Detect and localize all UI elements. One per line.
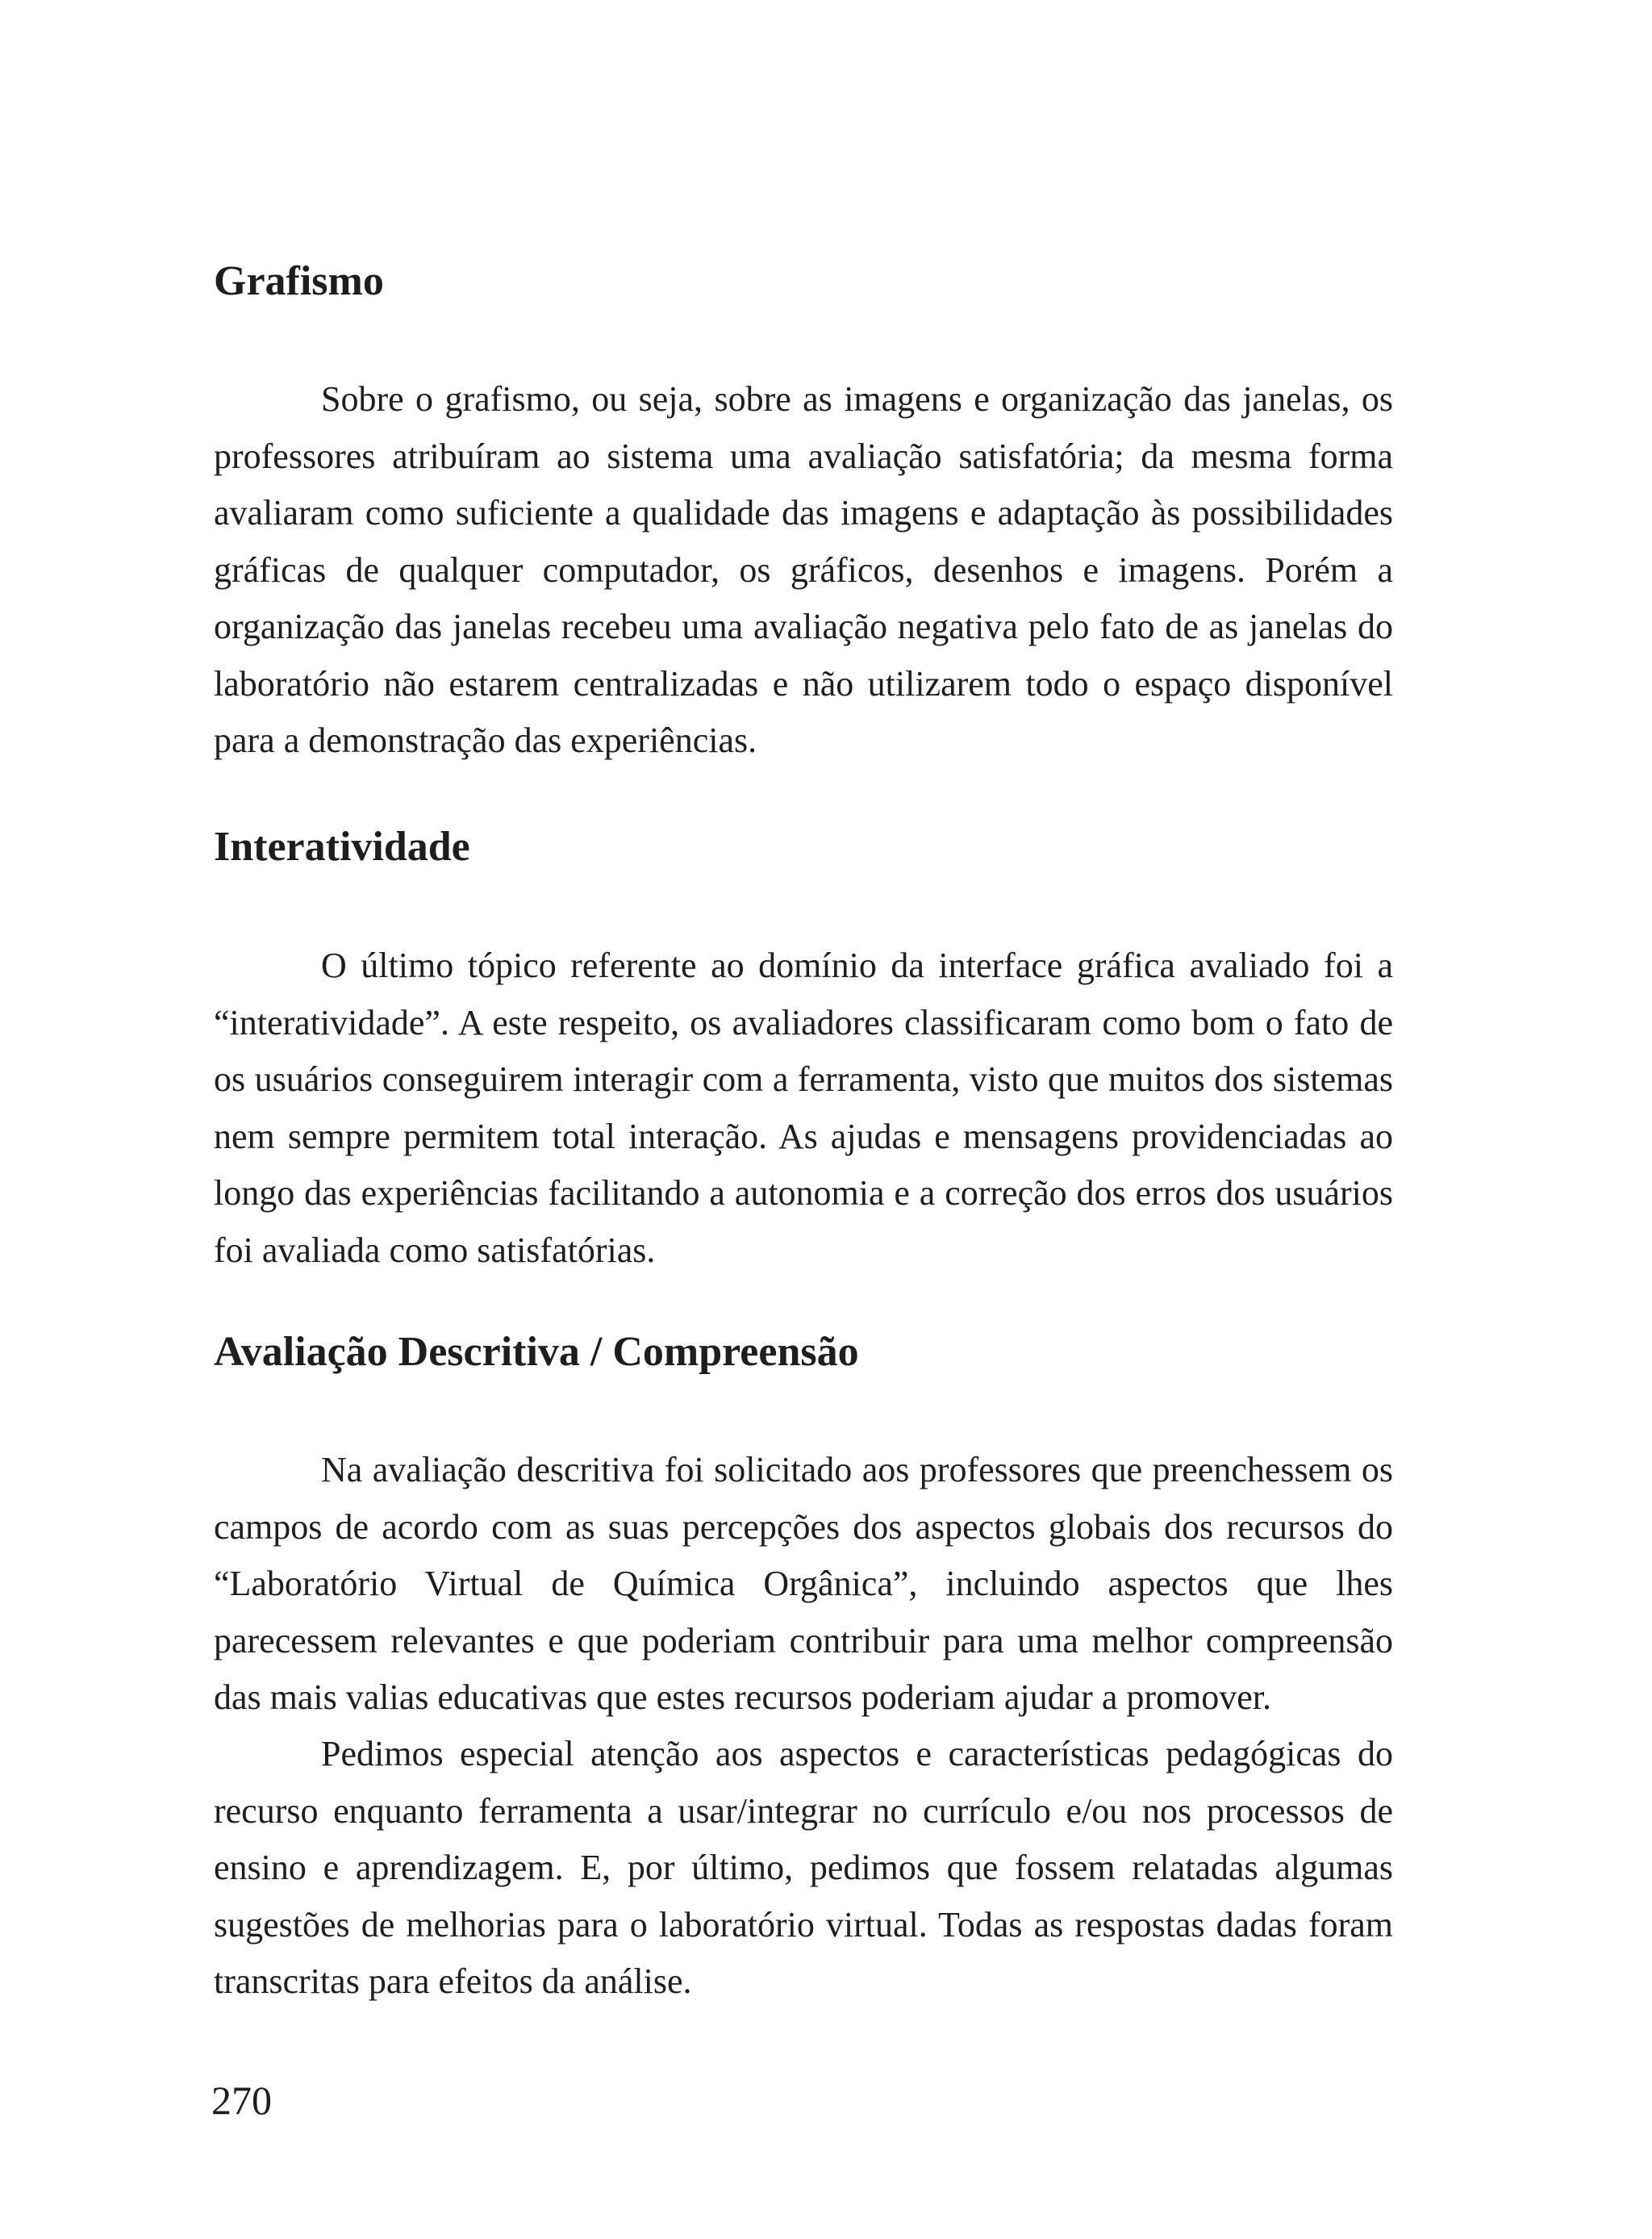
- section-heading-avaliacao-descritiva: Avaliação Descritiva / Compreensão: [214, 1329, 859, 1375]
- section-heading-interatividade: Interatividade: [214, 824, 470, 870]
- paragraph-grafismo: Sobre o grafismo, ou seja, sobre as imagens e organização das janelas, os professores atribuíram ao sistema uma avaliação satisfatória; da mesma forma avaliaram como suficiente a qualidade das imagens e adaptação às possibilidades gráficas de qualquer computador, os gráficos, desenhos e imagens. Porém a organização das janelas recebeu uma avaliação negativa pelo fato de as janelas do laboratório não estarem centralizadas e não utilizarem todo o espaço disponível para a demonstração das experiências.: [214, 379, 1393, 760]
- paragraph-interatividade: O último tópico referente ao domínio da interface gráfica avaliado foi a “interatividade”. A este respeito, os avaliadores classificaram como bom o fato de os usuários conseguirem interagir com a ferramenta, visto que muitos dos sistemas nem sempre permitem total interação. As ajudas e mensagens providenciadas ao longo das experiências facilitando a autonomia e a correção dos erros dos usuários foi avaliada como satisfatórias.: [214, 946, 1393, 1270]
- section-heading-grafismo: Grafismo: [214, 258, 384, 304]
- page-number: 270: [211, 2078, 272, 2123]
- paragraph-avaliacao-descritiva-2: Pedimos especial atenção aos aspectos e características pedagógicas do recurso enquanto ferramenta a usar/integrar no currículo e/ou nos processos de ensino e aprendizagem. E, por último, pedimos que fossem relatadas algumas sugestões de melhorias para o laboratório virtual. Todas as respostas dadas foram transcritas para efeitos da análise.: [214, 1734, 1393, 2001]
- paragraph-avaliacao-descritiva-1: Na avaliação descritiva foi solicitado aos professores que preenchessem os campos de acordo com as suas percepções dos aspectos globais dos recursos do “Laboratório Virtual de Química Orgânica”, incluindo aspectos que lhes parecessem relevantes e que poderiam contribuir para uma melhor compreensão das mais valias educativas que estes recursos poderiam ajudar a promover.: [214, 1450, 1393, 1717]
